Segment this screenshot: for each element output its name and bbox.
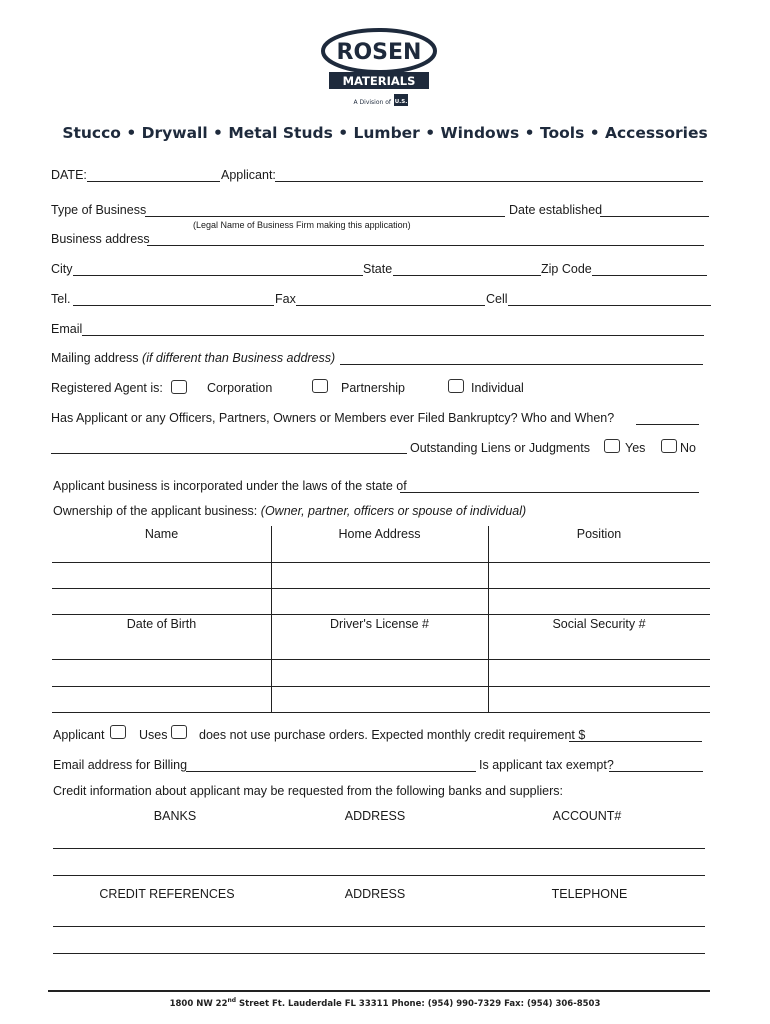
partnership-label: Partnership	[341, 381, 405, 395]
table-row[interactable]	[52, 562, 710, 563]
bankruptcy-field[interactable]	[636, 424, 699, 425]
mailing-address-label	[51, 351, 335, 365]
mailing-address-text: Mailing address	[51, 351, 139, 365]
mailing-address-field[interactable]	[340, 364, 703, 365]
email-billing-label: Email address for Billing	[53, 758, 188, 772]
email-field[interactable]	[82, 335, 704, 336]
incorporated-label: Applicant business is incorporated under the laws of the state of	[53, 479, 407, 493]
table-row[interactable]	[52, 712, 710, 713]
header-social-security: Social Security #	[552, 617, 646, 631]
tel-label: Tel.	[51, 292, 71, 306]
liens-yes-checkbox[interactable]	[604, 439, 620, 453]
date-established-field[interactable]	[600, 216, 709, 217]
table-row[interactable]	[52, 686, 710, 687]
credit-references-header: CREDIT REFERENCES	[99, 887, 235, 901]
header-date-of-birth: Date of Birth	[126, 617, 197, 631]
footer-divider	[48, 990, 710, 992]
type-of-business-field[interactable]	[145, 216, 505, 217]
business-address-label: Business address	[51, 232, 150, 246]
logo-division-mark: U.S.	[394, 99, 408, 105]
email-billing-field[interactable]	[186, 771, 476, 772]
cell-label: Cell	[486, 292, 508, 306]
state-field[interactable]	[393, 275, 541, 276]
footer-post: Street Ft. Lauderdale FL 33311 Phone: (954) 990-7329 Fax: (954) 306-8503	[236, 998, 601, 1009]
liens-no-checkbox[interactable]	[661, 439, 677, 453]
fax-label: Fax	[275, 292, 296, 306]
cell-field[interactable]	[508, 305, 711, 306]
table-row[interactable]	[52, 614, 710, 615]
partnership-checkbox[interactable]	[312, 379, 328, 393]
table-row[interactable]	[52, 588, 710, 589]
bank-row[interactable]	[53, 848, 705, 849]
liens-label: Outstanding Liens or Judgments	[410, 441, 590, 455]
tax-exempt-field[interactable]	[609, 771, 703, 772]
telephone-header: TELEPHONE	[551, 887, 628, 901]
legal-name-note: (Legal Name of Business Firm making this application)	[193, 220, 411, 230]
date-field[interactable]	[87, 181, 220, 182]
logo-sub: MATERIALS	[342, 74, 416, 88]
tel-field[interactable]	[73, 305, 274, 306]
individual-checkbox[interactable]	[448, 379, 464, 393]
uses-checkbox[interactable]	[171, 725, 187, 739]
credit-address-header: ADDRESS	[344, 887, 406, 901]
business-address-field[interactable]	[147, 245, 704, 246]
credit-reference-row[interactable]	[53, 953, 705, 954]
bankruptcy-question: Has Applicant or any Officers, Partners, Owners or Members ever Filed Bankruptcy? Who and When?	[51, 411, 615, 425]
incorporated-state-field[interactable]	[400, 492, 699, 493]
ownership-label	[53, 504, 526, 518]
zip-field[interactable]	[592, 275, 707, 276]
liens-yes-label: Yes	[625, 441, 646, 455]
bank-row[interactable]	[53, 875, 705, 876]
tax-exempt-label: Is applicant tax exempt?	[479, 758, 614, 772]
uses-label: Uses	[139, 728, 168, 742]
registered-agent-label: Registered Agent is:	[51, 381, 163, 395]
city-field[interactable]	[73, 275, 363, 276]
ownership-note: (Owner, partner, officers or spouse of individual)	[260, 504, 527, 518]
liens-no-label: No	[680, 441, 696, 455]
logo-graphic	[321, 28, 439, 110]
state-label: State	[363, 262, 393, 276]
city-label: City	[51, 262, 73, 276]
header-home-address: Home Address	[338, 527, 421, 541]
logo-division: A Division of	[353, 99, 391, 106]
applicant-label: Applicant:	[221, 168, 276, 182]
type-of-business-label: Type of Business	[51, 203, 147, 217]
footer-address	[0, 997, 770, 1009]
credit-info-text: Credit information about applicant may be requested from the following banks and suppliers:	[53, 784, 564, 798]
date-label: DATE:	[51, 168, 87, 182]
tagline: Stucco • Drywall • Metal Studs • Lumber • Windows • Tools • Accessories	[62, 124, 708, 142]
header-drivers-license: Driver's License #	[330, 617, 429, 631]
rosen-materials-logo	[321, 28, 439, 110]
applicant-field[interactable]	[275, 181, 703, 182]
footer-sup: nd	[227, 997, 237, 1004]
corporation-checkbox[interactable]	[171, 380, 187, 394]
individual-label: Individual	[471, 381, 524, 395]
mailing-address-note: (if different than Business address)	[142, 351, 336, 365]
date-established-label: Date established	[509, 203, 603, 217]
fax-field[interactable]	[296, 305, 485, 306]
credit-reference-row[interactable]	[53, 926, 705, 927]
account-header: ACCOUNT#	[552, 809, 622, 823]
table-row[interactable]	[52, 659, 710, 660]
applicant-checkbox[interactable]	[110, 725, 126, 739]
banks-address-header: ADDRESS	[344, 809, 406, 823]
footer-pre: 1800 NW 22	[169, 998, 228, 1009]
banks-header: BANKS	[153, 809, 197, 823]
email-label: Email	[51, 322, 83, 336]
header-position: Position	[576, 527, 622, 541]
purchase-orders-text: does not use purchase orders. Expected monthly credit requirement $	[199, 728, 586, 742]
bankruptcy-field-continued[interactable]	[51, 453, 407, 454]
ownership-text: Ownership of the applicant business:	[53, 504, 258, 518]
purchase-applicant-label: Applicant	[53, 728, 105, 742]
logo-name: ROSEN	[336, 40, 422, 65]
monthly-credit-field[interactable]	[569, 741, 702, 742]
header-name: Name	[144, 527, 179, 541]
corporation-label: Corporation	[207, 381, 273, 395]
zip-label: Zip Code	[541, 262, 592, 276]
